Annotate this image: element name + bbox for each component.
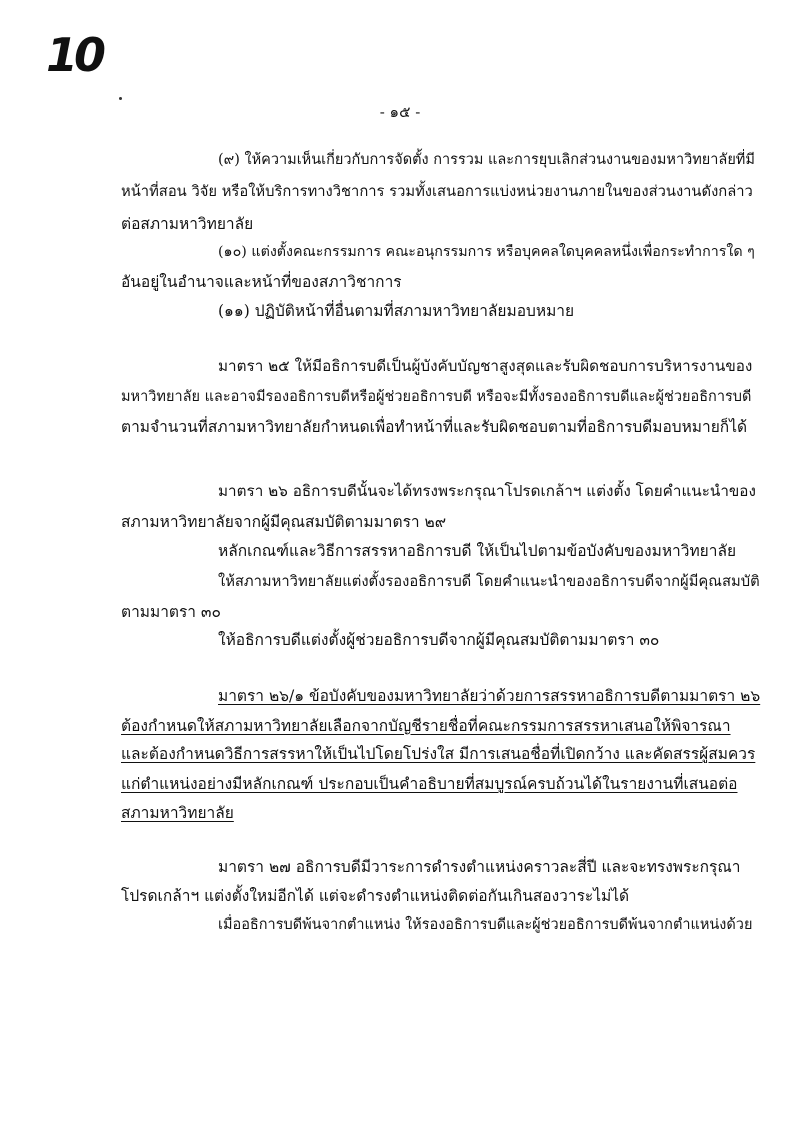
text-line: ให้อธิการบดีแต่งตั้งผู้ช่วยอธิการบดีจากผู้มีคุณสมบัติตามมาตรา ๓๐	[218, 631, 660, 649]
text-line: มาตรา ๒๖ อธิการบดีนั้นจะได้ทรงพระกรุณาโปรดเกล้าฯ แต่งตั้ง โดยคำแนะนำของ	[218, 482, 756, 500]
text-line: หน้าที่สอน วิจัย หรือให้บริการทางวิชาการ รวมทั้งเสนอการแบ่งหน่วยงานภายในของส่วนงานดังกล่าว	[121, 183, 753, 200]
text-line: อันอยู่ในอำนาจและหน้าที่ของสภาวิชาการ	[121, 273, 402, 291]
text-line: ตามมาตรา ๓๐	[121, 603, 221, 621]
amended-text-line: แก่ตำแหน่งอย่างมีหลักเกณฑ์ ประกอบเป็นคำอธิบายที่สมบูรณ์ครบถ้วนได้ในรายงานที่เสนอต่อ	[121, 775, 738, 793]
text-line: หลักเกณฑ์และวิธีการสรรหาอธิการบดี ให้เป็นไปตามข้อบังคับของมหาวิทยาลัย	[218, 542, 737, 560]
text-line: ให้สภามหาวิทยาลัยแต่งตั้งรองอธิการบดี โดยคำแนะนำของอธิการบดีจากผู้มีคุณสมบัติ	[218, 573, 760, 590]
text-line: สภามหาวิทยาลัยจากผู้มีคุณสมบัติตามมาตรา ๒๙	[121, 513, 447, 531]
text-line: (๑๑) ปฏิบัติหน้าที่อื่นตามที่สภามหาวิทยาลัยมอบหมาย	[218, 302, 575, 320]
text-line: มาตรา ๒๕ ให้มีอธิการบดีเป็นผู้บังคับบัญชาสูงสุดและรับผิดชอบการบริหารงานของ	[218, 357, 753, 375]
amended-text-line: และต้องกำหนดวิธีการสรรหาให้เป็นไปโดยโปร่งใส มีการเสนอชื่อที่เปิดกว้าง และคัดสรรผู้สมควร	[121, 745, 756, 763]
text-line: เมื่ออธิการบดีพ้นจากตำแหน่ง ให้รองอธิการบดีและผู้ช่วยอธิการบดีพ้นจากตำแหน่งด้วย	[218, 917, 753, 933]
amended-text-line: สภามหาวิทยาลัย	[121, 804, 234, 822]
page-number: - ๑๕ -	[379, 103, 421, 121]
amended-text-line: มาตรา ๒๖/๑ ข้อบังคับของมหาวิทยาลัยว่าด้วยการสรรหาอธิการบดีตามมาตรา ๒๖	[218, 687, 761, 705]
text-line: มหาวิทยาลัย และอาจมีรองอธิการบดีหรือผู้ช่วยอธิการบดี หรือจะมีทั้งรองอธิการบดีและผู้ช่วยอธิการบดี	[121, 389, 752, 405]
text-line: ตามจำนวนที่สภามหาวิทยาลัยกำหนดเพื่อทำหน้าที่และรับผิดชอบตามที่อธิการบดีมอบหมายก็ได้	[121, 418, 748, 436]
text-line: มาตรา ๒๗ อธิการบดีมีวาระการดำรงตำแหน่งคราวละสี่ปี และจะทรงพระกรุณา	[218, 858, 741, 876]
text-line: โปรดเกล้าฯ แต่งตั้งใหม่อีกได้ แต่จะดำรงตำแหน่งติดต่อกันเกินสองวาระไม่ได้	[121, 887, 630, 905]
amended-text-line: ต้องกำหนดให้สภามหาวิทยาลัยเลือกจากบัญชีรายชื่อที่คณะกรรมการสรรหาเสนอให้พิจารณา	[121, 717, 731, 735]
text-line: ต่อสภามหาวิทยาลัย	[121, 215, 254, 233]
text-line: (๙) ให้ความเห็นเกี่ยวกับการจัดตั้ง การรวม และการยุบเลิกส่วนงานของมหาวิทยาลัยที่มี	[218, 152, 755, 168]
handwritten-page-mark: 10	[46, 28, 103, 82]
text-line: (๑๐) แต่งตั้งคณะกรรมการ คณะอนุกรรมการ หรือบุคคลใดบุคคลหนึ่งเพื่อกระทำการใด ๆ	[218, 244, 755, 260]
